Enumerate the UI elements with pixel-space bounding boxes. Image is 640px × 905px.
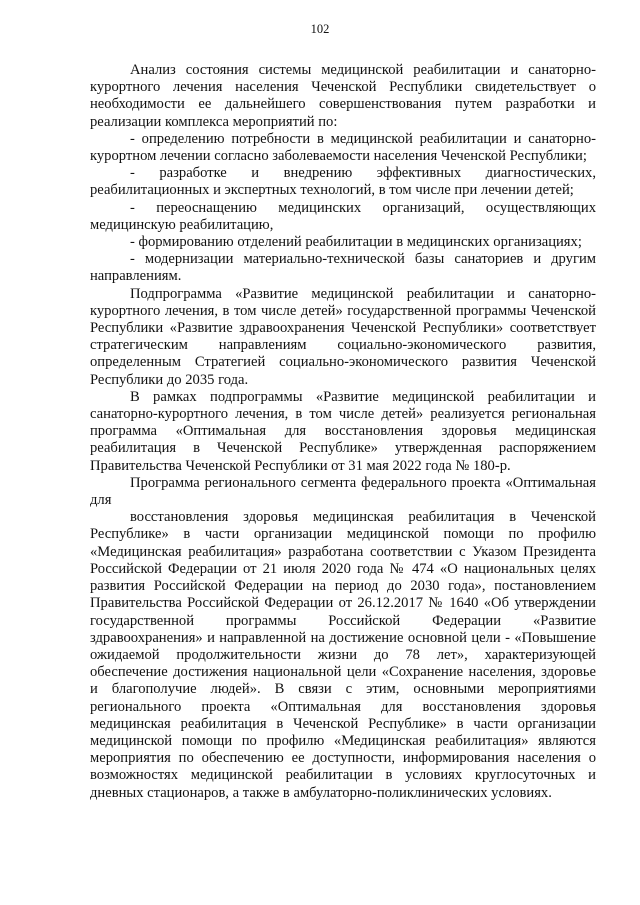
list-item-modernization: - модернизации материально-технической базы санаториев и другим направлениям.: [90, 251, 596, 285]
paragraph-analysis: Анализ состояния системы медицинской реабилитации и санаторно-курортного лечения населения Чеченской Республики свидетельствует о необходимости ее дальнейшего совершенствования путем разработки и реализации комплекса мероприятий по:: [90, 62, 596, 130]
list-item-needs: - определению потребности в медицинской реабилитации и санаторно-курортном лечении согласно заболеваемости населения Чеченской Республики;: [90, 130, 596, 165]
document-body: [90, 62, 596, 802]
paragraph-subprogram: Подпрограмма «Развитие медицинской реабилитации и санаторно-курортного лечения, в том числе детей» государственной программы Чеченской Республики «Развитие здравоохранения Чеченской Республики» соответствует стратегическим направлениям социально-экономического развития, определенным Стратегией социально-экономического развития Чеченской Республики до 2035 года.: [90, 285, 596, 388]
list-item-departments: - формированию отделений реабилитации в медицинских организациях;: [130, 234, 582, 251]
paragraph-federal-segment-continued: восстановления здоровья медицинская реабилитация в Чеченской Республике» в части организации медицинской помощи по профилю «Медицинская реабилитация» разработана соответствии с Указом Президента Российской Федерации от 21 июля 2020 года № 474 «О национальных целях развития Российской Федерации на период до 2030 года», постановлением Правительства Российской Федерации от 26.12.2017 № 1640 «Об утверждении государственной программы Российской Федерации «Развитие здравоохранения» и направленной на достижение основной цели - «Повышение ожидаемой продолжительности жизни до 78 лет», характеризующей обеспечение достижения национальной цели «Сохранение населения, здоровье и благополучие людей». В связи с этим, основными мероприятиями регионального проекта «Оптимальная для восстановления здоровья медицинская реабилитация в Чеченской Республике» в части организации медицинской помощи по профилю «Медицинская реабилитация» являются мероприятия по обеспечению ее доступности, информирования населения о возможностях медицинской реабилитации в условиях круглосуточных и дневных стационаров, а также в амбулаторно-поликлинических условиях.: [90, 509, 596, 801]
paragraph-federal-segment: Программа регионального сегмента федерального проекта «Оптимальная для: [90, 474, 596, 509]
list-item-reequipment: - переоснащению медицинских организаций, осуществляющих медицинскую реабилитацию,: [90, 199, 596, 233]
list-item-technologies: - разработке и внедрению эффективных диагностических, реабилитационных и экспертных технологий, в том числе при лечении детей;: [90, 165, 596, 199]
paragraph-regional-program: В рамках подпрограммы «Развитие медицинской реабилитации и санаторно-курортного лечения, в том числе детей» реализуется региональная программа «Оптимальная для восстановления здоровья медицинская реабилитация в Чеченской Республике» утвержденная распоряжением Правительства Чеченской Республики от 31 мая 2022 года № 180-р.: [90, 388, 596, 474]
page-number: 102: [310, 22, 330, 36]
